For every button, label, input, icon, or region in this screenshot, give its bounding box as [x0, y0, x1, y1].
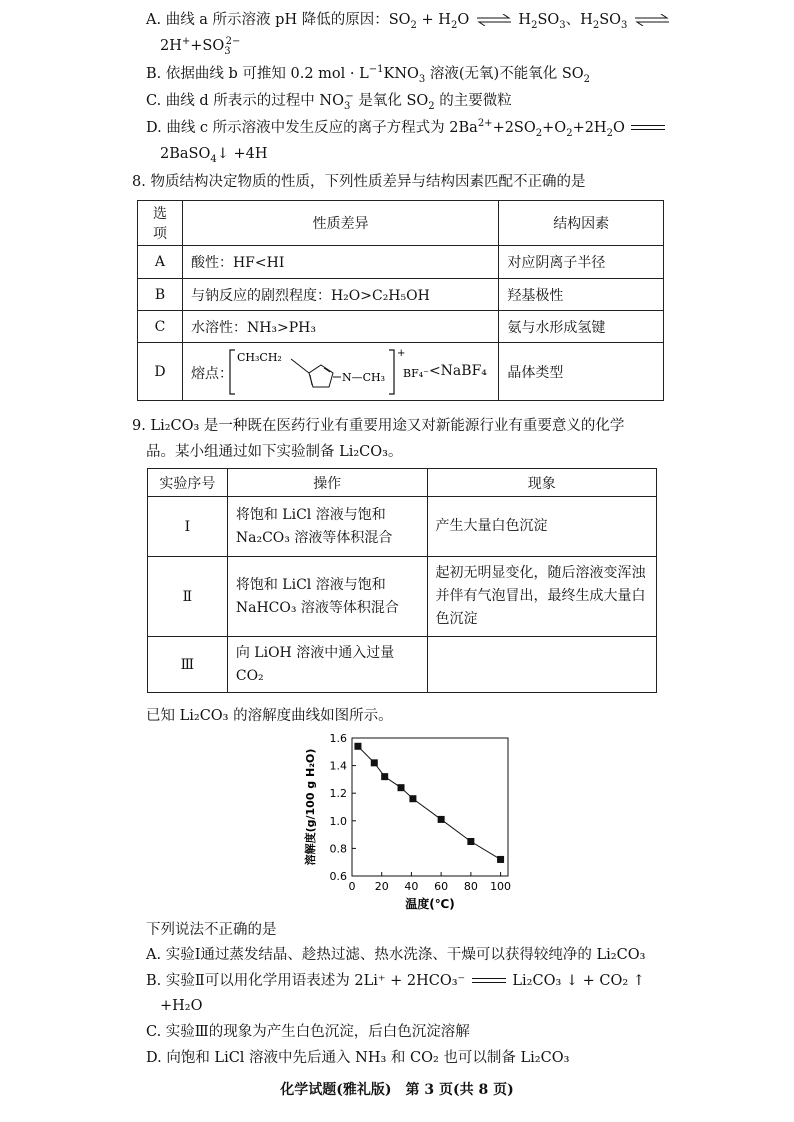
table-row — [138, 311, 664, 343]
y-tick-label: 1.0 — [329, 814, 347, 828]
equals-sign-icon — [631, 123, 665, 133]
data-point — [381, 773, 388, 780]
y-tick-label: 1.4 — [329, 759, 347, 773]
data-point — [497, 856, 504, 863]
row-factor: 羟基极性 — [499, 279, 664, 311]
data-point — [409, 795, 416, 802]
q7-option-a-line1: A. 曲线 a 所示溶液 pH 降低的原因：$SO_2 + H_2O$ $H_2SO_3$、$H_2SO_3$ — [146, 10, 672, 30]
q9-known: 已知 Li₂CO₃ 的溶解度曲线如图所示。 — [146, 708, 393, 724]
exp-operation: 向 LiOH 溶液中通入过量 CO₂ — [227, 637, 427, 693]
reversible-arrow-icon — [635, 14, 669, 26]
row-option: C — [138, 311, 183, 343]
data-point — [467, 838, 474, 845]
header-option: 选项 — [138, 201, 183, 246]
header-operation: 操作 — [227, 469, 427, 497]
y-tick-label: 0.8 — [329, 842, 347, 856]
exp-phenomenon: 起初无明显变化，随后溶液变浑浊并伴有气泡冒出，最终生成大量白色沉淀 — [427, 557, 656, 637]
row-factor: 晶体类型 — [499, 343, 664, 401]
q7-option-a-line2: $2H^++SO_3^{2-}$ — [160, 36, 241, 57]
q9-table — [147, 468, 657, 693]
methyl-group-label: N—CH₃ — [341, 370, 385, 384]
q7-option-d-line1: D. 曲线 c 所示溶液中发生反应的离子方程式为 $2Ba^{2+}+2SO_2+O_2+2H_2O$ — [146, 118, 667, 138]
row-factor: 对应阴离子半径 — [499, 246, 664, 279]
y-tick-label: 1.6 — [329, 732, 347, 745]
q7-option-b: B. 依据曲线 b 可推知 0.2 mol · $L^{-1}KNO_3$ 溶液(无氧)不能氧化 $SO_2$ — [146, 64, 591, 85]
table-header-row — [138, 201, 664, 246]
table-row — [138, 246, 664, 279]
header-exp-no: 实验序号 — [148, 469, 228, 497]
table-row — [148, 557, 657, 637]
exp-phenomenon — [427, 637, 656, 693]
row-option: D — [138, 343, 183, 401]
x-tick-label: 100 — [490, 880, 512, 893]
table-header-row — [148, 469, 657, 497]
x-tick-label: 80 — [463, 880, 478, 893]
row-factor: 氨与水形成氢键 — [499, 311, 664, 343]
q9-stem-line1: 9. Li₂CO₃ 是一种既在医药行业有重要用途又对新能源行业有重要意义的化学 — [132, 418, 625, 434]
q9-option-d: D. 向饱和 LiCl 溶液中先后通入 NH₃ 和 CO₂ 也可以制备 Li₂CO₃ — [146, 1050, 570, 1066]
row-option: B — [138, 279, 183, 311]
header-phenomenon: 现象 — [427, 469, 656, 497]
melting-point-label: 熔点： — [190, 365, 233, 382]
x-tick-label: 0 — [348, 880, 356, 893]
row-property — [182, 343, 498, 401]
x-tick-label: 20 — [374, 880, 389, 893]
cation-charge: + — [396, 347, 406, 359]
data-point — [371, 759, 378, 766]
y-tick-label: 0.6 — [329, 870, 347, 883]
data-point — [398, 784, 405, 791]
table-row — [148, 497, 657, 557]
data-point — [438, 816, 445, 823]
q8-stem: 8. 物质结构决定物质的性质，下列性质差异与结构因素匹配不正确的是 — [132, 174, 586, 190]
q7-option-d-line2: 2BaSO$_4$↓ +4H — [160, 146, 268, 165]
plot-frame — [352, 738, 508, 876]
ionic-liquid-structure — [229, 347, 429, 397]
melting-point-compare: <NaBF₄ — [428, 362, 487, 379]
page-footer: 化学试题(雅礼版) 第 3 页(共 8 页) — [280, 1082, 514, 1098]
reversible-arrow-icon — [477, 14, 511, 26]
bf4-anion-label: BF₄⁻ — [402, 366, 429, 380]
table-row — [138, 279, 664, 311]
exp-operation: 将饱和 LiCl 溶液与饱和 NaHCO₃ 溶液等体积混合 — [227, 557, 427, 637]
exp-operation: 将饱和 LiCl 溶液与饱和 Na₂CO₃ 溶液等体积混合 — [227, 497, 427, 557]
table-row — [138, 343, 664, 401]
y-axis-label: 溶解度(g/100 g H₂O) — [304, 748, 317, 866]
row-option: A — [138, 246, 183, 279]
table-row — [148, 637, 657, 693]
header-property: 性质差异 — [182, 201, 498, 246]
q9-question: 下列说法不正确的是 — [146, 922, 277, 938]
exp-number: Ⅰ — [148, 497, 228, 557]
row-property: 水溶性：NH₃>PH₃ — [182, 311, 498, 343]
q9-option-a: A. 实验Ⅰ通过蒸发结晶、趁热过滤、热水洗涤、干燥可以获得较纯净的 Li₂CO₃ — [146, 947, 646, 963]
row-property: 酸性：HF<HI — [182, 246, 498, 279]
exp-number: Ⅲ — [148, 637, 228, 693]
x-tick-label: 40 — [404, 880, 419, 893]
exp-number: Ⅱ — [148, 557, 228, 637]
q7-option-c: C. 曲线 d 所表示的过程中 $NO_3^-$ 是氧化 $SO_2$ 的主要微粒 — [146, 91, 512, 112]
exp-phenomenon: 产生大量白色沉淀 — [427, 497, 656, 557]
y-tick-label: 1.2 — [329, 787, 347, 801]
q9-option-c: C. 实验Ⅲ的现象为产生白色沉淀，后白色沉淀溶解 — [146, 1024, 470, 1040]
equals-sign-icon — [472, 976, 506, 986]
x-tick-label: 60 — [434, 880, 449, 893]
row-property: 与钠反应的剧烈程度：H₂O>C₂H₅OH — [182, 279, 498, 311]
data-point — [354, 743, 361, 750]
q8-table — [137, 200, 664, 401]
solubility-chart — [290, 728, 520, 918]
q9-stem-line2: 品。某小组通过如下实验制备 Li₂CO₃。 — [146, 444, 403, 460]
q9-option-b-line1: B. 实验Ⅱ可以用化学用语表述为 2Li⁺ + 2HCO₃⁻ Li₂CO₃ ↓ + CO₂ ↑ — [146, 973, 645, 989]
ethyl-group-label: CH₃CH₂ — [236, 350, 282, 364]
header-factor: 结构因素 — [499, 201, 664, 246]
solubility-curve — [358, 746, 501, 859]
q9-option-b-line2: +H₂O — [160, 998, 203, 1014]
x-axis-label: 温度(℃) — [405, 897, 455, 911]
